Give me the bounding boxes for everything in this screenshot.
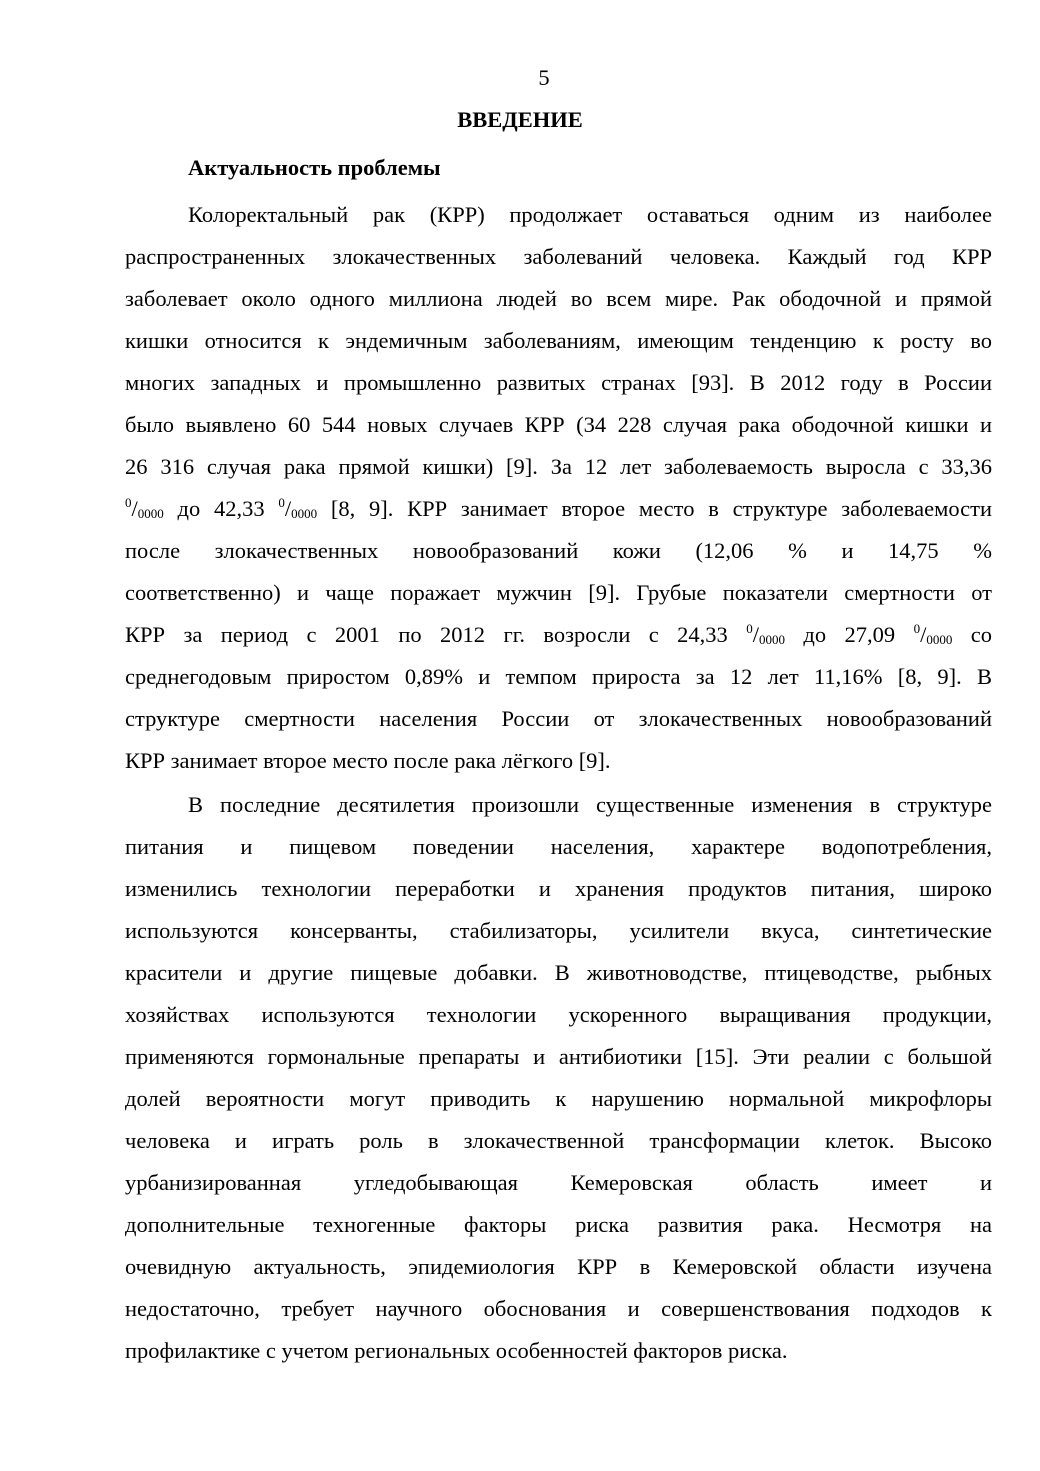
paragraph-1-line-2: распространенных злокачественных заболеваний человека. Каждый год КРР	[125, 244, 992, 269]
page-title: ВВЕДЕНИЕ	[457, 107, 583, 132]
paragraph-1-line-9: после злокачественных новообразований кожи (12,06 % и 14,75 %	[125, 538, 992, 563]
paragraph-1-line-5: многих западных и промышленно развитых странах [93]. В 2012 году в России	[125, 370, 992, 395]
fraction-denominator: 0000	[758, 632, 785, 647]
fraction-denominator: 0000	[137, 506, 164, 521]
paragraph-1-line-6: было выявлено 60 544 новых случаев КРР (34 228 случая рака ободочной кишки и	[125, 412, 992, 437]
page-number: 5	[538, 65, 550, 90]
fraction-numerator: 0	[125, 495, 132, 510]
paragraph-2-line-5: красители и другие пищевые добавки. В животноводстве, птицеводстве, рыбных	[125, 960, 992, 985]
fraction-denominator: 0000	[291, 506, 318, 521]
fraction-numerator: 0	[278, 495, 285, 510]
paragraph-2-line-6: хозяйствах используются технологии ускоренного выращивания продукции,	[125, 1002, 992, 1027]
fraction-denominator: 0000	[926, 632, 953, 647]
paragraph-1-line-13: структуре смертности населения России от злокачественных новообразований	[125, 706, 992, 731]
paragraph-2-line-14: профилактике с учетом региональных особенностей факторов риска.	[125, 1338, 788, 1363]
text-span: со	[952, 622, 992, 647]
paragraph-1-line-11: КРР за период с 2001 по 2012 гг. возросли с 24,33 $^0/_{0000}$ до 27,09 $^0/_{0000}$ со	[125, 621, 992, 647]
text-span: до 42,33	[163, 496, 279, 521]
fraction-numerator: 0	[746, 621, 753, 636]
paragraph-2-line-4: используются консерванты, стабилизаторы, усилители вкуса, синтетические	[125, 918, 992, 943]
paragraph-1-line-8: $^0/_{0000}$ до 42,33 $^0/_{0000}$ [8, 9]. КРР занимает второе место в структуре заболеваемости	[125, 495, 992, 521]
paragraph-2-line-3: изменились технологии переработки и хранения продуктов питания, широко	[125, 876, 992, 901]
paragraph-2-line-1: В последние десятилетия произошли существенные изменения в структуре	[188, 792, 992, 817]
paragraph-1-line-10: соответственно) и чаще поражает мужчин [9]. Грубые показатели смертности от	[125, 580, 992, 605]
paragraph-2-line-12: очевидную актуальность, эпидемиология КРР в Кемеровской области изучена	[125, 1254, 992, 1279]
paragraph-2-line-11: дополнительные техногенные факторы риска развития рака. Несмотря на	[125, 1212, 992, 1237]
text-span: [8, 9]. КРР занимает второе место в структуре заболеваемости	[317, 496, 992, 521]
paragraph-1-line-14: КРР занимает второе место после рака лёгкого [9].	[125, 748, 611, 773]
paragraph-1-line-7: 26 316 случая рака прямой кишки) [9]. За 12 лет заболеваемость выросла с 33,36	[125, 454, 992, 479]
paragraph-2-line-9: человека и играть роль в злокачественной трансформации клеток. Высоко	[125, 1128, 992, 1153]
paragraph-1-line-3: заболевает около одного миллиона людей во всем мире. Рак ободочной и прямой	[125, 286, 992, 311]
paragraph-1-line-1: Колоректальный рак (КРР) продолжает оставаться одним из наиболее	[188, 202, 992, 227]
section-heading: Актуальность проблемы	[188, 155, 441, 180]
paragraph-1-line-12: среднегодовым приростом 0,89% и темпом прироста за 12 лет 11,16% [8, 9]. В	[125, 664, 992, 689]
paragraph-2-line-7: применяются гормональные препараты и антибиотики [15]. Эти реалии с большой	[125, 1044, 992, 1069]
paragraph-2-line-10: урбанизированная угледобывающая Кемеровская область имеет и	[125, 1170, 992, 1195]
paragraph-2-line-13: недостаточно, требует научного обоснования и совершенствования подходов к	[125, 1296, 992, 1321]
paragraph-1-line-4: кишки относится к эндемичным заболеваниям, имеющим тенденцию к росту во	[125, 328, 992, 353]
text-span: до 27,09	[784, 622, 914, 647]
paragraph-2-line-8: долей вероятности могут приводить к нарушению нормальной микрофлоры	[125, 1086, 992, 1111]
fraction-numerator: 0	[913, 621, 921, 636]
paragraph-2-line-2: питания и пищевом поведении населения, характере водопотребления,	[125, 834, 992, 859]
text-span: КРР за период с 2001 по 2012 гг. возросли с 24,33	[125, 622, 747, 647]
